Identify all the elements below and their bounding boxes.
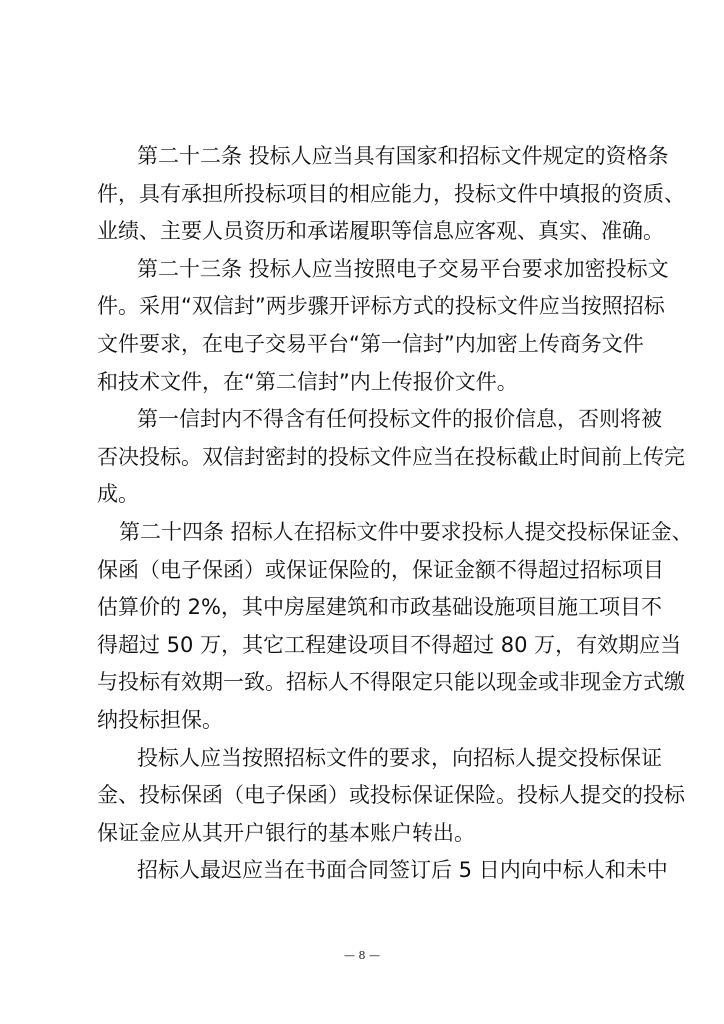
text-line: 第二十四条 招标人在招标文件中要求投标人提交投标保证金、 [119, 519, 693, 544]
text-line: 第二十三条 投标人应当按照电子交易平台要求加密投标文 [137, 256, 669, 281]
text-line: 和技术文件，在“第二信封”内上传报价文件。 [97, 369, 518, 394]
text-line: 金、投标保函（电子保函）或投标保证保险。投标人提交的投标 [97, 783, 685, 808]
text-line: 得超过 50 万，其它工程建设项目不得超过 80 万，有效期应当 [97, 632, 682, 657]
text-line: 成。 [97, 482, 139, 507]
text-line: 保函（电子保函）或保证保险的，保证金额不得超过招标项目 [97, 557, 664, 582]
body-text [97, 138, 693, 890]
text-line: 估算价的 2%，其中房屋建筑和市政基础设施项目施工项目不 [97, 595, 662, 620]
text-line: 保证金应从其开户银行的基本账户转出。 [97, 820, 475, 845]
text-line: 件。采用“双信封”两步骤开评标方式的投标文件应当按照招标 [97, 294, 665, 319]
text-line: 业绩、主要人员资历和承诺履职等信息应客观、真实、准确。 [97, 219, 664, 244]
text-line: 与投标有效期一致。招标人不得限定只能以现金或非现金方式缴 [97, 670, 685, 695]
text-line: 第一信封内不得含有任何投标文件的报价信息，否则将被 [137, 407, 662, 432]
text-line: 否决投标。双信封密封的投标文件应当在投标截止时间前上传完 [97, 444, 685, 469]
text-line: 件，具有承担所投标项目的相应能力，投标文件中填报的资质、 [97, 181, 685, 206]
text-line: 纳投标担保。 [97, 707, 223, 732]
text-line: 投标人应当按照招标文件的要求，向招标人提交投标保证 [137, 745, 662, 770]
text-line: 文件要求，在电子交易平台“第一信封”内加密上传商务文件 [97, 331, 644, 356]
page-number: — 8 — [344, 949, 380, 962]
text-line: 第二十二条 投标人应当具有国家和招标文件规定的资格条 [137, 144, 669, 168]
text-line: 招标人最迟应当在书面合同签订后 5 日内向中标人和未中 [137, 858, 668, 883]
